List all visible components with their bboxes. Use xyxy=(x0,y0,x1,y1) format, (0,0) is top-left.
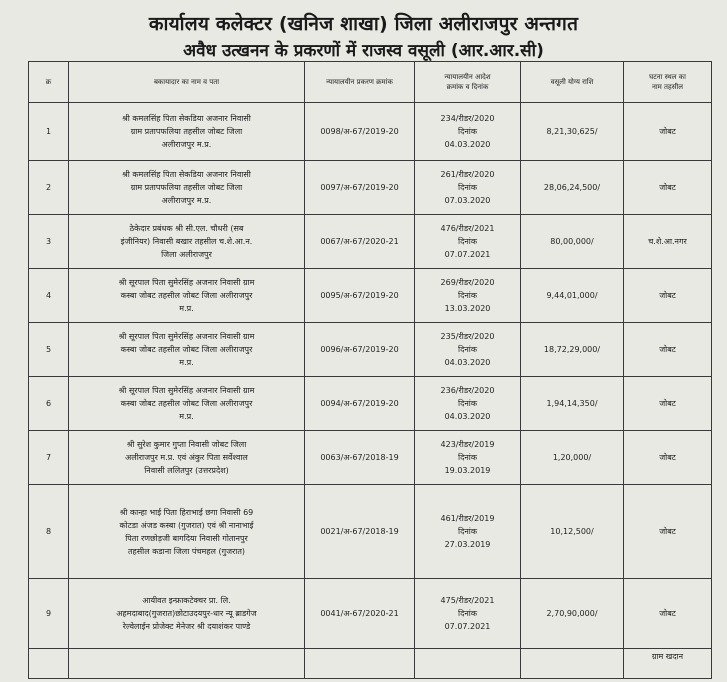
debtor-name-address xyxy=(69,323,305,377)
recoverable-amount: 10,12,500/ xyxy=(521,485,624,579)
debtor-name-line: श्री सूरपाल पिता सुमेरसिंह अजनार निवासी ग्राम xyxy=(118,386,255,395)
col-header-order xyxy=(415,62,521,103)
order-order-date: 13.03.2020 xyxy=(444,304,491,313)
debtor-name-line: अलीराजपुर म.प्र. एवं अंकुर पिता सर्वेश्वाल xyxy=(125,453,248,462)
order-order-date: 07.07.2021 xyxy=(444,622,491,631)
debtor-name-line: म.प्र. xyxy=(179,304,194,313)
incident-place: जोबट xyxy=(624,485,712,579)
col-header-order-line1: न्यायालयीन आदेश xyxy=(444,73,491,81)
recoverable-amount: 18,72,29,000/ xyxy=(521,323,624,377)
incident-place: जोबट xyxy=(624,323,712,377)
table-row xyxy=(29,215,712,269)
debtor-name-line: निवासी ललितपुर (उत्तरप्रदेश) xyxy=(144,466,229,475)
recovery-table xyxy=(28,61,712,679)
col-header-amount: वसूली योग्य राशि xyxy=(521,62,624,103)
table-row-partial xyxy=(29,649,712,679)
row-number: 3 xyxy=(29,215,69,269)
debtor-name-line: अलीराजपुर म.प्र. xyxy=(161,140,212,149)
debtor-name-line: म.प्र. xyxy=(179,412,194,421)
incident-place: जोबट xyxy=(624,269,712,323)
incident-place: च.शे.आ.नगर xyxy=(624,215,712,269)
row-number: 2 xyxy=(29,161,69,215)
table-row xyxy=(29,485,712,579)
row-number: 1 xyxy=(29,103,69,161)
debtor-name-address xyxy=(69,485,305,579)
debtor-name-line: श्री कमलसिंह पिता सेकडिया अजनार निवासी xyxy=(122,114,251,123)
table-row xyxy=(29,103,712,161)
order-order-no: 423/रीडर/2019 xyxy=(440,440,495,449)
debtor-name-line: अहमदाबाद(गुजरात)छोटाउदयपुर-धार न्यू ब्राडगेज xyxy=(116,609,257,618)
order-order-word: दिनांक xyxy=(458,527,477,536)
order-order-no: 235/रीडर/2020 xyxy=(440,332,495,341)
order-order-word: दिनांक xyxy=(458,453,477,462)
debtor-name-address xyxy=(69,579,305,649)
debtor-name-address xyxy=(69,431,305,485)
document-title: कार्यालय कलेक्टर (खनिज शाखा) जिला अलीराजपुर अन्तगत xyxy=(148,13,579,35)
recoverable-amount: 28,06,24,500/ xyxy=(521,161,624,215)
order-order-no: 476/रीडर/2021 xyxy=(440,224,495,233)
order-order-word: दिनांक xyxy=(458,127,477,136)
col-header-order-line2: क्रमांक व दिनांक xyxy=(446,83,489,91)
table-cell-partial xyxy=(305,649,415,679)
incident-place: ग्राम खदान xyxy=(624,649,712,679)
case-number: 0041/अ-67/2020-21 xyxy=(305,579,415,649)
table-cell-partial xyxy=(29,649,69,679)
debtor-name-line: जिला अलीराजपुर xyxy=(161,250,212,259)
table-header-row xyxy=(29,62,712,103)
recoverable-amount: 80,00,000/ xyxy=(521,215,624,269)
order-number-date xyxy=(415,579,521,649)
incident-place: जोबट xyxy=(624,103,712,161)
incident-place: जोबट xyxy=(624,377,712,431)
order-number-date xyxy=(415,431,521,485)
case-number: 0097/अ-67/2019-20 xyxy=(305,161,415,215)
order-order-date: 04.03.2020 xyxy=(444,358,491,367)
row-number: 5 xyxy=(29,323,69,377)
order-number-date xyxy=(415,377,521,431)
recoverable-amount: 8,21,30,625/ xyxy=(521,103,624,161)
table-cell-partial xyxy=(69,649,305,679)
order-order-word: दिनांक xyxy=(458,237,477,246)
debtor-name-line: ग्राम प्रतापफलिया तहसील जोबट जिला xyxy=(130,183,243,192)
recoverable-amount: 1,20,000/ xyxy=(521,431,624,485)
order-order-no: 475/रीडर/2021 xyxy=(440,596,495,605)
incident-place: जोबट xyxy=(624,431,712,485)
debtor-name-line: तहसील कडाना जिला पंचमहल (गुजरात) xyxy=(127,546,246,556)
order-order-word: दिनांक xyxy=(458,183,477,192)
debtor-name-line: आयीवत इन्फ्राकटेक्चर प्रा. लि. xyxy=(142,596,231,605)
debtor-name-line: पिता रणछोड़जी बागदिया निवासी गोतानपुर xyxy=(125,533,248,543)
row-number: 4 xyxy=(29,269,69,323)
case-number: 0021/अ-67/2018-19 xyxy=(305,485,415,579)
debtor-name-line: श्री कान्हा भाई पिता हिराभाई छगा निवासी 69 xyxy=(119,507,254,517)
case-number: 0067/अ-67/2020-21 xyxy=(305,215,415,269)
table-row xyxy=(29,431,712,485)
case-number: 0095/अ-67/2019-20 xyxy=(305,269,415,323)
table-row xyxy=(29,323,712,377)
order-number-date xyxy=(415,485,521,579)
case-number: 0063/अ-67/2018-19 xyxy=(305,431,415,485)
debtor-name-line: कोटडा अंजड कस्बा (गुजरात) एवं श्री नानाभाई xyxy=(119,520,254,530)
debtor-name-line: ग्राम प्रतापफलिया तहसील जोबट जिला xyxy=(130,127,243,136)
row-number: 7 xyxy=(29,431,69,485)
order-order-word: दिनांक xyxy=(458,609,477,618)
debtor-name-line: श्री सुरेश कुमार गुप्ता निवासी जोबट जिला xyxy=(126,440,247,449)
case-number: 0096/अ-67/2019-20 xyxy=(305,323,415,377)
col-header-name: बकायादार का नाम व पता xyxy=(69,62,305,103)
order-order-word: दिनांक xyxy=(458,291,477,300)
row-number: 6 xyxy=(29,377,69,431)
debtor-name-line: श्री कमलसिंह पिता सेकडिया अजनार निवासी xyxy=(122,170,251,179)
order-order-date: 04.03.2020 xyxy=(444,140,491,149)
col-header-place-line1: घटना स्थल का xyxy=(649,73,686,81)
debtor-name-address xyxy=(69,103,305,161)
table-cell-partial xyxy=(521,649,624,679)
debtor-name-line: अलीराजपुर म.प्र. xyxy=(161,196,212,205)
order-order-date: 04.03.2020 xyxy=(444,412,491,421)
order-number-date xyxy=(415,323,521,377)
recoverable-amount: 2,70,90,000/ xyxy=(521,579,624,649)
debtor-name-address xyxy=(69,377,305,431)
order-number-date xyxy=(415,103,521,161)
debtor-name-line: ठेकेदार प्रबंधक श्री सी.एल. चौधरी (सब xyxy=(129,224,244,233)
order-order-date: 07.07.2021 xyxy=(444,250,491,259)
debtor-name-address xyxy=(69,161,305,215)
debtor-name-line: रेल्वेलाईन प्रोजेक्ट मेनेजर श्री दयाशंकर पाण्डे xyxy=(122,622,251,631)
debtor-name-line: कस्बा जोबट तहसील जोबट जिला अलीराजपुर xyxy=(120,399,253,408)
table-row xyxy=(29,579,712,649)
order-order-word: दिनांक xyxy=(458,399,477,408)
col-header-case: न्यायालयीन प्रकरण क्रमांक xyxy=(305,62,415,103)
col-header-place-line2: नाम तहसील xyxy=(651,83,684,91)
order-order-no: 461/रीडर/2019 xyxy=(440,514,495,523)
case-number: 0098/अ-67/2019-20 xyxy=(305,103,415,161)
debtor-name-line: श्री सूरपाल पिता सुमेरसिंह अजनार निवासी ग्राम xyxy=(118,278,255,287)
order-number-date xyxy=(415,161,521,215)
order-order-date: 07.03.2020 xyxy=(444,196,491,205)
incident-place: जोबट xyxy=(624,579,712,649)
col-header-place xyxy=(624,62,712,103)
order-order-no: 234/रीडर/2020 xyxy=(440,114,495,123)
debtor-name-address xyxy=(69,269,305,323)
table-row xyxy=(29,161,712,215)
recoverable-amount: 9,44,01,000/ xyxy=(521,269,624,323)
debtor-name-line: कस्बा जोबट तहसील जोबट जिला अलीराजपुर xyxy=(120,345,253,354)
debtor-name-address xyxy=(69,215,305,269)
order-number-date xyxy=(415,215,521,269)
order-order-date: 19.03.2019 xyxy=(444,466,491,475)
debtor-name-line: इंजीनियर) निवासी बखार तहसील च.शे.आ.न. xyxy=(120,237,253,246)
debtor-name-line: कस्बा जोबट तहसील जोबट जिला अलीराजपुर xyxy=(120,291,253,300)
table-row xyxy=(29,377,712,431)
row-number: 8 xyxy=(29,485,69,579)
order-order-no: 236/रीडर/2020 xyxy=(440,386,495,395)
col-header-sn: क्र xyxy=(29,62,69,103)
order-order-word: दिनांक xyxy=(458,345,477,354)
order-order-no: 269/रीडर/2020 xyxy=(440,278,495,287)
order-order-date: 27.03.2019 xyxy=(444,540,491,549)
table-row xyxy=(29,269,712,323)
recoverable-amount: 1,94,14,350/ xyxy=(521,377,624,431)
debtor-name-line: म.प्र. xyxy=(179,358,194,367)
order-number-date xyxy=(415,269,521,323)
incident-place: जोबट xyxy=(624,161,712,215)
document-subtitle: अवैध उत्खनन के प्रकरणों में राजस्व वसूली (आर.आर.सी) xyxy=(183,41,544,61)
order-order-no: 261/रीडर/2020 xyxy=(440,170,495,179)
row-number: 9 xyxy=(29,579,69,649)
debtor-name-line: श्री सूरपाल पिता सुमेरसिंह अजनार निवासी ग्राम xyxy=(118,332,255,341)
case-number: 0094/अ-67/2019-20 xyxy=(305,377,415,431)
table-cell-partial xyxy=(415,649,521,679)
